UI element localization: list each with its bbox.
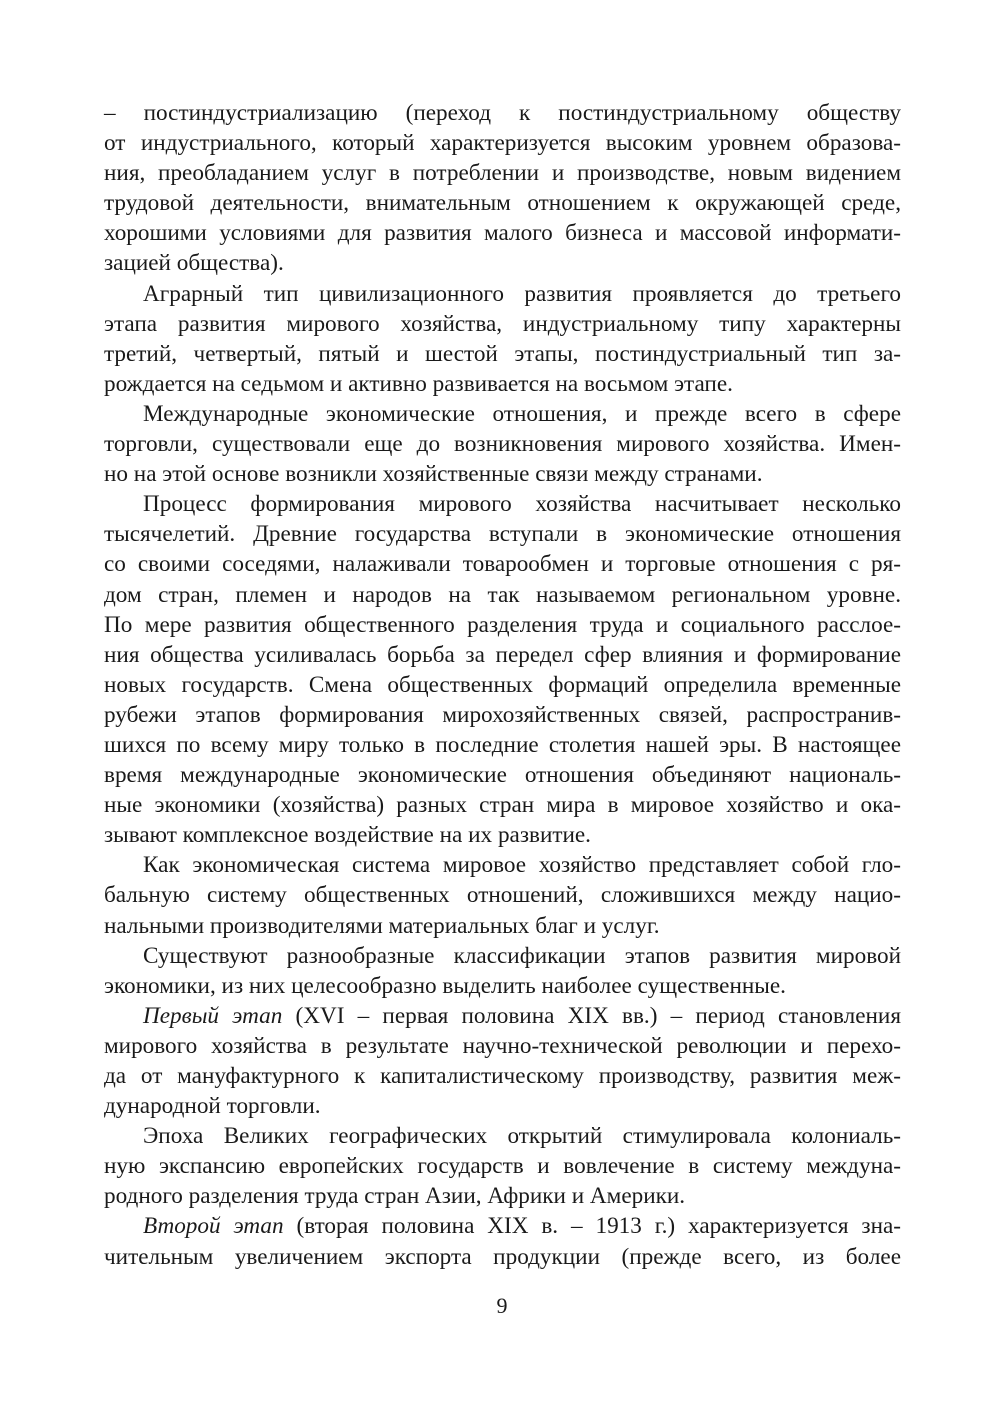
paragraph (104, 1121, 901, 1211)
text-line: Эпоха Великих географических открытий стимулировала колониаль- (143, 1123, 901, 1150)
stage-heading: Первый этап (143, 1002, 283, 1029)
text-line: ния, преобладанием услуг в потреблении и производстве, новым видением (104, 160, 901, 187)
text-line: рубежи этапов формирования мирохозяйственных связей, распространив- (104, 701, 901, 728)
text-run: (XVI – первая половина XIX вв.) – период становления (282, 1002, 901, 1029)
paragraph (104, 941, 901, 1001)
text-line: ния общества усиливалась борьба за передел сфер влияния и формирование (104, 641, 901, 668)
paragraph (104, 279, 901, 399)
text-line: экономики, из них целесообразно выделить наиболее существенные. (104, 972, 786, 999)
text-line: Существуют разнообразные классификации этапов развития мировой (143, 942, 901, 969)
text-line: торговли, существовали еще до возникновения мирового хозяйства. Имен- (104, 431, 901, 458)
text-line: от индустриального, который характеризуется высоким уровнем образова- (104, 130, 901, 157)
text-line: ные экономики (хозяйства) разных стран мира в мировое хозяйство и ока- (104, 792, 901, 819)
text-line: но на этой основе возникли хозяйственные связи между странами. (104, 461, 763, 488)
text-line: третий, четвертый, пятый и шестой этапы, постиндустриальный тип за- (104, 340, 901, 367)
paragraph (104, 1211, 901, 1271)
text-line: трудовой деятельности, внимательным отношением к окружающей среде, (104, 190, 901, 217)
text-line: дом стран, племен и народов на так называемом региональном уровне. (104, 581, 901, 608)
text-line: да от мануфактурного к капиталистическому производству, развития меж- (104, 1063, 901, 1089)
stage-heading: Второй этап (143, 1213, 284, 1240)
paragraph (104, 98, 901, 279)
text-line: нальными производителями материальных благ и услуг. (104, 912, 660, 939)
text-line: зацией общества). (104, 250, 284, 277)
page-body (104, 98, 901, 1272)
text-line: Международные экономические отношения, и прежде всего в сфере (143, 400, 901, 427)
text-line: Как экономическая система мировое хозяйство представляет собой гло- (143, 852, 901, 879)
text-line: ную экспансию европейских государств и вовлечение в систему междуна- (104, 1153, 901, 1180)
text-line: дународной торговли. (104, 1093, 321, 1120)
text-line: бальную систему общественных отношений, сложившихся между нацио- (104, 882, 901, 909)
text-line: хорошими условиями для развития малого бизнеса и массовой информати- (104, 220, 901, 247)
text-line: этапа развития мирового хозяйства, индустриальному типу характерны (104, 310, 901, 337)
text-line: мирового хозяйства в результате научно-технической революции и перехо- (104, 1032, 901, 1059)
text-line: время международные экономические отношения объединяют националь- (104, 762, 901, 789)
paragraph (104, 1001, 901, 1121)
text-line: родного разделения труда стран Азии, Африки и Америки. (104, 1183, 686, 1210)
text-line: Процесс формирования мирового хозяйства насчитывает несколько (143, 491, 901, 518)
text-line: По мере развития общественного разделения труда и социального расслое- (104, 611, 901, 638)
text-line: со своими соседями, налаживали товарообмен и торговые отношения с ря- (104, 551, 901, 578)
text-line (104, 1211, 901, 1241)
text-line: тысячелетий. Древние государства вступали в экономические отношения (104, 521, 901, 548)
text-run: (вторая половина XIX в. – 1913 г.) характеризуется зна- (283, 1213, 901, 1240)
paragraph (104, 489, 901, 850)
text-line: новых государств. Смена общественных формаций определила временные (104, 671, 901, 698)
paragraph (104, 399, 901, 489)
page-number: 9 (496, 1293, 508, 1318)
text-line (104, 1001, 901, 1031)
text-line: – постиндустриализацию (переход к постиндустриальному обществу (104, 100, 901, 126)
text-line: чительным увеличением экспорта продукции (прежде всего, из более (104, 1243, 901, 1270)
text-line: рождается на седьмом и активно развивается на восьмом этапе. (104, 370, 733, 397)
text-line: шихся по всему миру только в последние столетия нашей эры. В настоящее (104, 731, 901, 758)
text-line: Аграрный тип цивилизационного развития проявляется до третьего (143, 280, 901, 307)
paragraph (104, 850, 901, 940)
text-line: зывают комплексное воздействие на их развитие. (104, 822, 591, 849)
